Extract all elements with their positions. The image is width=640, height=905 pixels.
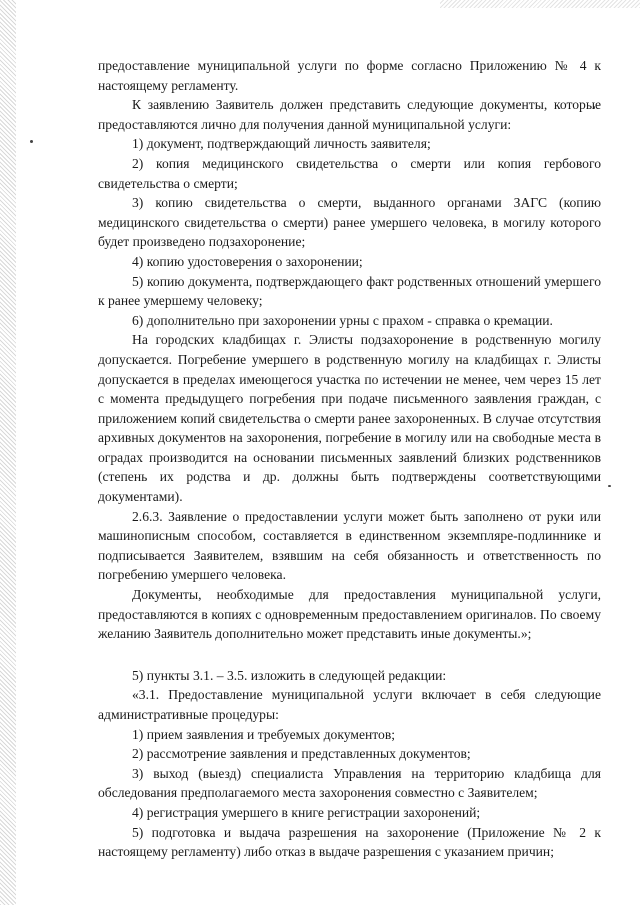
paragraph: 2.6.3. Заявление о предоставлении услуги может быть заполнено от руки или машинописным способом, составляется в единственном экземпляре-подлиннике и подписывается Заявителем, взявшим на себя обязанность и ответственность по погребению умершего человека. <box>98 508 601 583</box>
scan-speck <box>608 485 611 487</box>
paragraph: Документы, необходимые для предоставления муниципальной услуги, предоставляются в копиях с одновременным предоставлением оригиналов. По своему желанию Заявитель дополнительно может представить иные документы.»; <box>98 587 601 642</box>
paragraph: 5) подготовка и выдача разрешения на захоронение (Приложение № 2 к настоящему регламенту) либо отказ в выдаче разрешения с указанием причин; <box>98 824 601 860</box>
paragraph: 4) регистрация умершего в книге регистрации захоронений; <box>132 804 481 820</box>
document-page <box>98 56 601 862</box>
paragraph: 2) копия медицинского свидетельства о смерти или копия гербового свидетельства о смерти; <box>98 155 601 191</box>
paragraph: На городских кладбищах г. Элисты подзахоронение в родственную могилу допускается. Погребение умершего в родственную могилу на кладбищах г. Элисты допускается в пределах имеющегося участка по истечении не менее, чем через 15 лет с момента предыдущего погребения при подаче письменного заявления граждан, с приложением копий свидетельства о смерти ранее захороненных. В случае отсутствия архивных документов на захоронения, погребение в могилу или на свободные места в оградах производится на основании письменных заявлений близких родственников (степень их родства и др. должны быть подтверждены соответствующими документами). <box>98 332 601 505</box>
paragraph: К заявлению Заявитель должен представить следующие документы, которые предоставляются лично для получения данной муниципальной услуги: <box>98 97 601 132</box>
scan-speck <box>30 140 33 143</box>
paragraph: 1) прием заявления и требуемых документов; <box>132 726 396 742</box>
paragraph: «3.1. Предоставление муниципальной услуги включает в себя следующие административные процедуры: <box>98 687 601 722</box>
scan-edge-top <box>440 0 640 8</box>
paragraph: предоставление муниципальной услуги по форме согласно Приложению № 4 к настоящему регламенту. <box>98 58 601 93</box>
scan-edge-left <box>0 0 16 905</box>
paragraph: 3) выход (выезд) специалиста Управления на территорию кладбища для обследования предполагаемого места захоронения совместно с Заявителем; <box>98 765 601 801</box>
paragraph: 1) документ, подтверждающий личность заявителя; <box>132 136 431 152</box>
paragraph: 5) пункты 3.1. – 3.5. изложить в следующей редакции: <box>132 667 447 683</box>
paragraph: 4) копию удостоверения о захоронении; <box>132 253 363 269</box>
paragraph: 3) копию свидетельства о смерти, выданного органами ЗАГС (копию медицинского свидетельства о смерти) ранее умершего человека, в могилу которого будет произведено подзахоронение; <box>98 195 601 250</box>
paragraph: 5) копию документа, подтверждающего факт родственных отношений умершего к ранее умершему человеку; <box>98 273 601 309</box>
paragraph: 6) дополнительно при захоронении урны с прахом - справка о кремации. <box>132 312 553 328</box>
paragraph: 2) рассмотрение заявления и представленных документов; <box>132 746 471 762</box>
